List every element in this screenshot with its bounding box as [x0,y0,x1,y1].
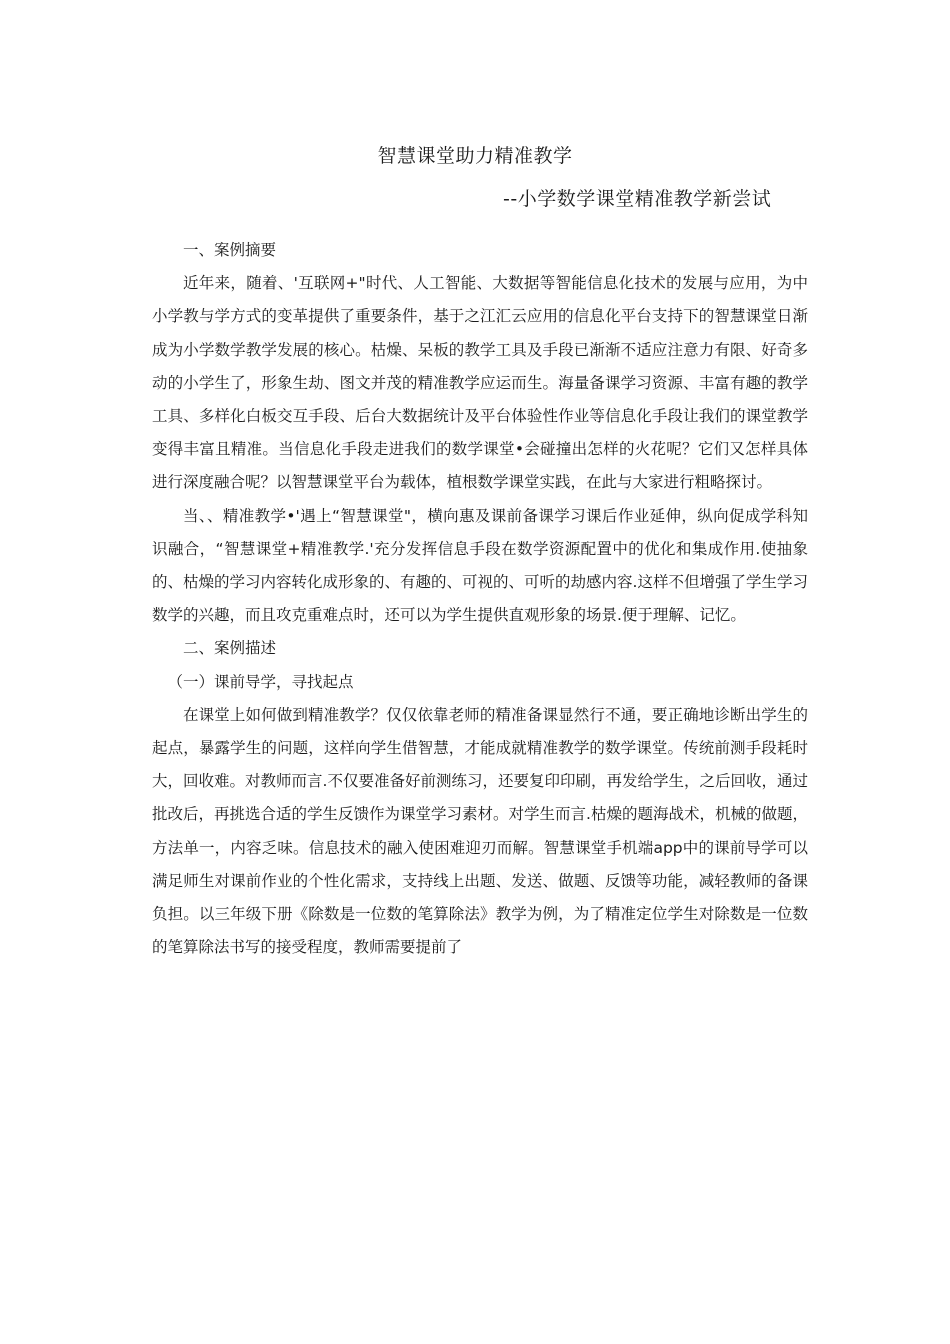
section-heading-summary: 一、案例摘要 [183,241,277,259]
section-heading-description: 二、案例描述 [183,639,277,658]
document-title: 智慧课堂助力精准教学 [377,145,573,167]
document-body [152,234,808,964]
paragraph: 近年来，随着、'互联网+"时代、人工智能、大数据等智能信息化技术的发展与应用，为中小学教与学方式的变革提供了重要条件，基于之江汇云应用的信息化平台支持下的智慧课堂日渐成为小学数学教学发展的核心。枯燥、呆板的教学工具及手段已渐渐不适应注意力有限、好奇多动的小学生了，形象生劫、图文并茂的精准教学应运而生。海量备课学习资源、丰富有趣的教学工具、多样化白板交互手段、后台大数据统计及平台体验性作业等信息化手段让我们的课堂教学变得丰富且精准。当信息化手段走进我们的数学课堂•会碰撞出怎样的火花呢？它们又怎样具体进行深度融合呢？以智慧课堂平台为载体，植根数学课堂实践，在此与大家进行粗略探讨。 [152,274,808,492]
subsection-heading: （一）课前导学，寻找起点 [167,672,354,691]
paragraph: 当、、精准教学•'遇上“智慧课堂"，横向惠及课前备课学习课后作业延伸，纵向促成学科知识融合，“智慧课堂+精准教学.'充分发挥信息手段在数学资源配置中的优化和集成作用.使抽象的、枯燥的学习内容转化成形象的、有趣的、可视的、可听的劫感内容.这样不但增强了学生学习数学的兴趣，而且攻克重难点时，还可以为学生提供直观形象的场景.便于理解、记忆。 [152,506,808,625]
paragraph: 在课堂上如何做到精准教学？仅仅依靠老师的精准备课显然行不通，要正确地诊断出学生的起点，暴露学生的问题，这样向学生借智慧，才能成就精准教学的数学课堂。传统前测手段耗时大，回收难。对教师而言.不仅要准备好前测练习，还要复印印刷，再发给学生，之后回收，通过批改后，再挑选合适的学生反馈作为课堂学习素材。对学生而言.枯燥的题海战术，机械的做题，方法单一，内容乏味。信息技术的融入使困难迎刃而解。智慧课堂手机端app中的课前导学可以满足师生对课前作业的个性化需求，支持线上出题、发送、做题、反馈等功能，减轻教师的备课负担。以三年级下册《除数是一位数的笔算除法》教学为例，为了精准定位学生对除数是一位数的笔算除法书写的接受程度，教师需要提前了 [152,705,808,957]
document-subtitle: --小学数学课堂精准教学新尝试 [503,188,772,210]
